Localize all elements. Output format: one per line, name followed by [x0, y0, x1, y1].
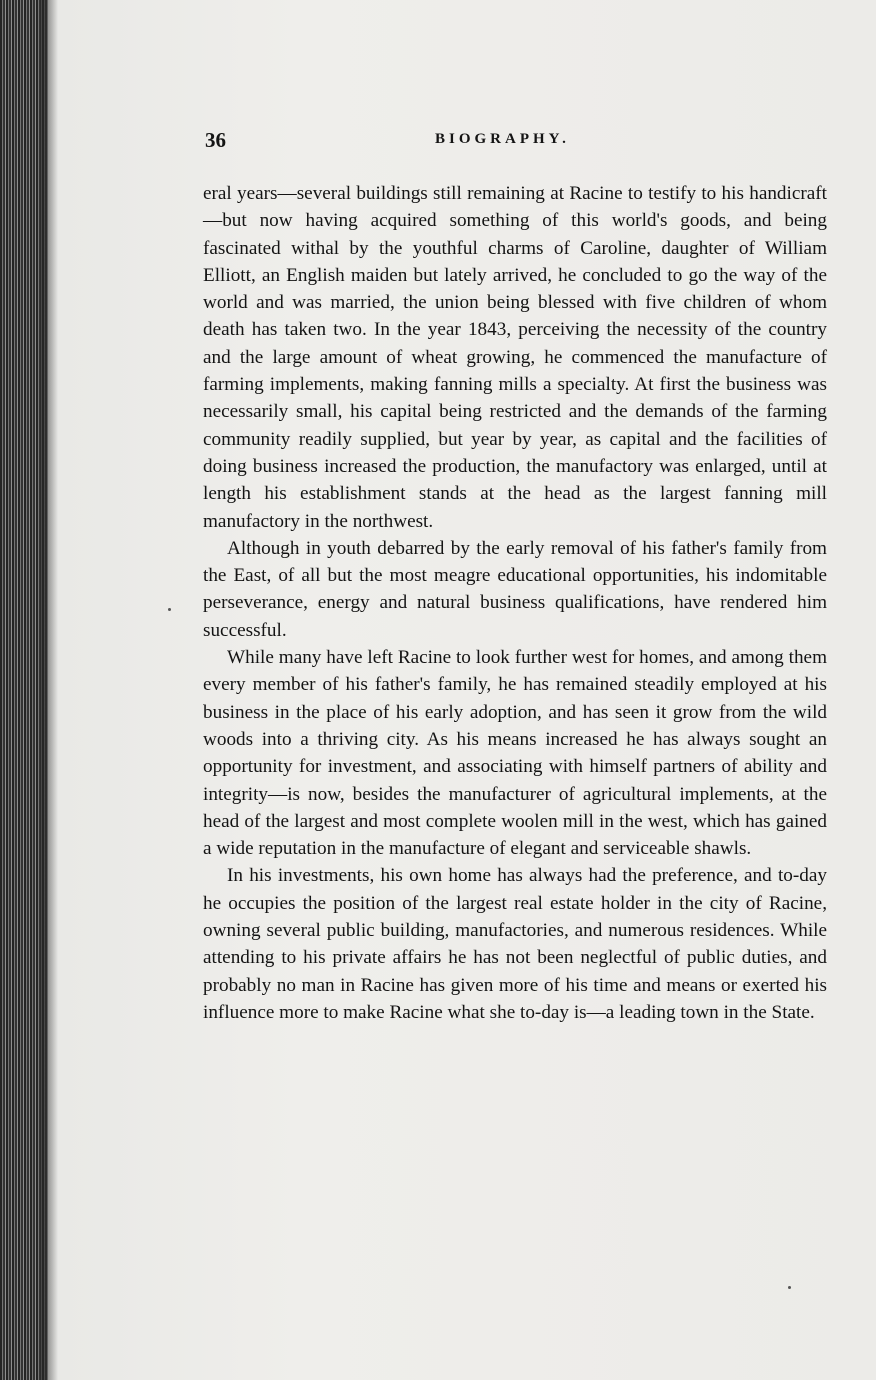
page-header: [205, 128, 825, 158]
gutter-shadow: [40, 0, 58, 1380]
running-head: BIOGRAPHY.: [435, 131, 570, 147]
body-text: [203, 180, 827, 1026]
margin-speck: [788, 1286, 791, 1289]
paragraph-investments: In his investments, his own home has always had the preference, and to-day he occupies the position of the largest real estate holder in the city of Racine, owning several public building, manufactories, and numerous residences. While attending to his private affairs he has not been neglectful of public duties, and probably no man in Racine has given more of his time and means or exerted his influence more to make Racine what she to-day is—a leading town in the State.: [203, 865, 827, 1023]
paragraph-continued: eral years—several buildings still remaining at Racine to testify to his handicraft—but now having acquired something of this world's goods, and being fascinated withal by the youthful charms of Caroline, daughter of William Elliott, an English maiden but lately arrived, he concluded to go the way of the world and was married, the union being blessed with five children of whom death has taken two. In the year 1843, perceiving the necessity of the country and the large amount of wheat growing, he commenced the manufacture of farming implements, making fanning mills a specialty. At first the business was necessarily small, his capital being restricted and the demands of the farming community readily supplied, but year by year, as capital and the facilities of doing business increased the production, the manufactory was enlarged, until at length his establishment stands at the head as the largest fanning mill manufactory in the northwest.: [203, 183, 827, 532]
page-number: 36: [205, 128, 226, 152]
paragraph-racine-business: While many have left Racine to look further west for homes, and among them every member of his father's family, he has remained steadily employed at his business in the place of his early adoption, and has seen it grow from the wild woods into a thriving city. As his means increased he has always sought an opportunity for investment, and associating with himself partners of ability and integrity—is now, besides the manufacturer of agricultural implements, at the head of the largest and most complete woolen mill in the west, which has gained a wide reputation in the manufacture of elegant and serviceable shawls.: [203, 647, 827, 860]
margin-speck: [168, 608, 171, 611]
paragraph-education: Although in youth debarred by the early removal of his father's family from the East, of all but the most meagre educational opportunities, his indomitable perseverance, energy and natural business qualifications, have rendered him successful.: [203, 537, 827, 641]
